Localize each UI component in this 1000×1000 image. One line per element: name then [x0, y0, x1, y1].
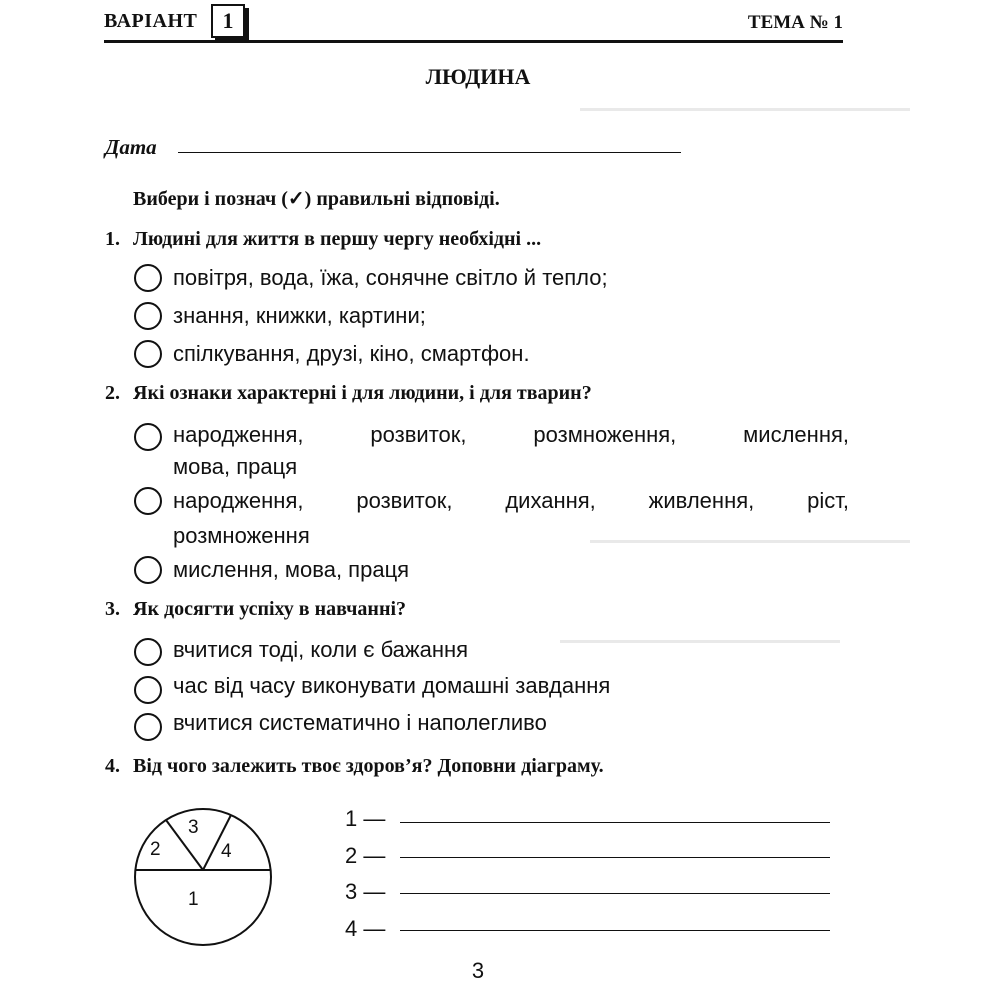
answer-option: народження, розвиток, дихання, живлення, ріст,	[173, 488, 849, 513]
answer-option: вчитися систематично і наполегливо	[173, 710, 547, 735]
question-2	[105, 382, 592, 405]
answer-option: час від часу виконувати домашні завдання	[173, 673, 611, 698]
bleed-through-line	[590, 540, 910, 543]
answer-option-continuation: мова, праця	[173, 454, 298, 479]
header-divider	[104, 40, 843, 43]
answer-checkbox[interactable]	[134, 676, 162, 704]
diagram-label-2: 2	[150, 839, 161, 860]
answer-option-continuation: розмноження	[173, 523, 310, 548]
question-3	[105, 598, 406, 621]
diagram-label-3: 3	[188, 817, 199, 838]
question-number: 2.	[105, 382, 120, 404]
date-label: Дата	[105, 135, 157, 159]
answer-option: народження, розвиток, розмноження, мислення,	[173, 422, 849, 447]
answer-line[interactable]	[400, 893, 830, 894]
answer-option: мислення, мова, праця	[173, 557, 410, 582]
page-number: 3	[471, 958, 485, 983]
answer-checkbox[interactable]	[134, 556, 162, 584]
question-number: 4.	[105, 755, 120, 777]
answer-checkbox[interactable]	[134, 264, 162, 292]
answer-checkbox[interactable]	[134, 487, 162, 515]
question-text: Людині для життя в першу чергу необхідні ...	[133, 228, 542, 250]
answer-checkbox[interactable]	[134, 340, 162, 368]
answer-line[interactable]	[400, 822, 830, 823]
question-1	[105, 228, 541, 251]
diagram-label-4: 4	[221, 841, 232, 862]
question-text: Які ознаки характерні і для людини, і для тварин?	[133, 382, 592, 404]
health-pie-diagram	[126, 800, 286, 960]
answer-number: 1 —	[345, 806, 386, 831]
question-number: 1.	[105, 228, 120, 250]
answer-checkbox[interactable]	[134, 302, 162, 330]
answer-number: 2 —	[345, 843, 386, 868]
answer-option: знання, книжки, картини;	[173, 303, 426, 328]
answer-number: 4 —	[345, 916, 386, 941]
topic-label: ТЕМА № 1	[747, 12, 843, 33]
answer-checkbox[interactable]	[134, 638, 162, 666]
answer-line[interactable]	[400, 930, 830, 931]
answer-line[interactable]	[400, 857, 830, 858]
answer-option: повітря, вода, їжа, сонячне світло й тепло;	[173, 265, 608, 290]
bleed-through-line	[580, 108, 910, 111]
page-title: ЛЮДИНА	[425, 64, 531, 89]
question-4	[105, 755, 604, 778]
instruction-text: Вибери і познач (✓) правильні відповіді.	[133, 188, 500, 210]
date-field[interactable]	[178, 152, 681, 153]
question-text: Від чого залежить твоє здоров’я? Доповни діаграму.	[133, 755, 604, 777]
question-text: Як досягти успіху в навчанні?	[133, 598, 407, 620]
answer-number: 3 —	[345, 879, 386, 904]
answer-option: спілкування, друзі, кіно, смартфон.	[173, 341, 530, 366]
answer-option: вчитися тоді, коли є бажання	[173, 637, 469, 662]
answer-checkbox[interactable]	[134, 423, 162, 451]
diagram-outline	[135, 809, 271, 945]
answer-checkbox[interactable]	[134, 713, 162, 741]
variant-number-box: 1	[211, 4, 245, 38]
bleed-through-line	[560, 640, 840, 643]
variant-label: ВАРІАНТ	[104, 10, 198, 32]
diagram-label-1: 1	[188, 889, 199, 910]
question-number: 3.	[105, 598, 120, 620]
